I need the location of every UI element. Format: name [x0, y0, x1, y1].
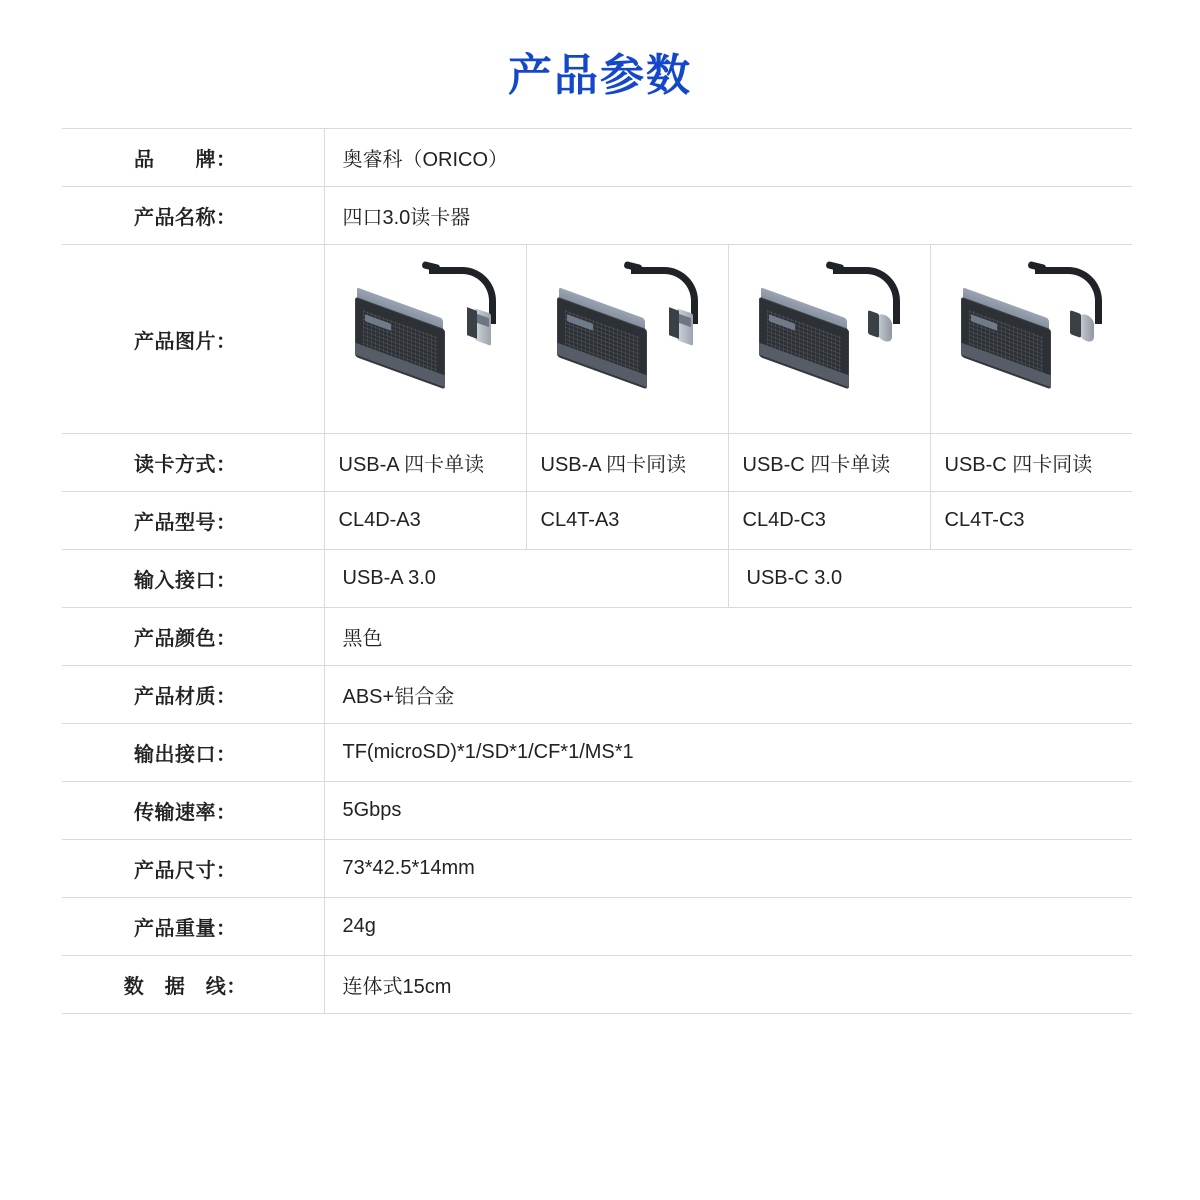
table-row-input-port	[62, 550, 1132, 608]
row-label-product-name: 产品名称：	[62, 187, 324, 245]
table-row-cable	[62, 956, 1132, 1014]
read-mode-value-3: USB-C 四卡单读	[728, 434, 930, 492]
read-mode-value-4: USB-C 四卡同读	[930, 434, 1132, 492]
table-row-size	[62, 840, 1132, 898]
table-row-brand	[62, 129, 1132, 187]
cable-icon	[833, 267, 900, 324]
row-value-size: 73*42.5*14mm	[324, 840, 1132, 898]
row-label-read-mode: 读卡方式：	[62, 434, 324, 492]
usb-a-single-read-device	[325, 259, 525, 419]
model-value-3: CL4D-C3	[728, 492, 930, 550]
row-value-speed: 5Gbps	[324, 782, 1132, 840]
row-label-product-image: 产品图片：	[62, 245, 324, 434]
input-port-value-2: USB-C 3.0	[728, 550, 1132, 608]
product-image-cell-3	[728, 245, 930, 434]
table-row-model	[62, 492, 1132, 550]
usb-a-plug-icon	[677, 308, 693, 346]
row-label-weight: 产品重量：	[62, 898, 324, 956]
model-value-1: CL4D-A3	[324, 492, 526, 550]
row-value-cable: 连体式15cm	[324, 956, 1132, 1014]
row-value-output-port: TF(microSD)*1/SD*1/CF*1/MS*1	[324, 724, 1132, 782]
row-label-size: 产品尺寸：	[62, 840, 324, 898]
usb-a-plug-icon	[475, 308, 491, 346]
table-row-color	[62, 608, 1132, 666]
read-mode-value-2: USB-A 四卡同读	[526, 434, 728, 492]
row-label-output-port: 输出接口：	[62, 724, 324, 782]
row-value-color: 黑色	[324, 608, 1132, 666]
row-value-product-name: 四口3.0读卡器	[324, 187, 1132, 245]
cable-icon	[1035, 267, 1102, 324]
table-row-speed	[62, 782, 1132, 840]
model-value-4: CL4T-C3	[930, 492, 1132, 550]
row-label-material: 产品材质：	[62, 666, 324, 724]
usb-c-multi-read-device	[931, 259, 1131, 419]
table-row-weight	[62, 898, 1132, 956]
table-row-material	[62, 666, 1132, 724]
model-value-2: CL4T-A3	[526, 492, 728, 550]
table-row-product-image	[62, 245, 1132, 434]
read-mode-value-1: USB-A 四卡单读	[324, 434, 526, 492]
page-title: 产品参数	[508, 51, 692, 100]
input-port-value-1: USB-A 3.0	[324, 550, 728, 608]
product-image-cell-4	[930, 245, 1132, 434]
row-label-brand: 品 牌：	[62, 129, 324, 187]
usb-c-single-read-device	[729, 259, 929, 419]
row-label-cable: 数 据 线：	[62, 956, 324, 1014]
table-row-read-mode	[62, 434, 1132, 492]
usb-a-multi-read-device	[527, 259, 727, 419]
table-row-product-name	[62, 187, 1132, 245]
spec-table	[62, 128, 1132, 1014]
row-value-brand: 奥睿科（ORICO）	[324, 129, 1132, 187]
row-value-material: ABS+铝合金	[324, 666, 1132, 724]
row-label-speed: 传输速率：	[62, 782, 324, 840]
table-row-output-port	[62, 724, 1132, 782]
row-value-weight: 24g	[324, 898, 1132, 956]
row-label-color: 产品颜色：	[62, 608, 324, 666]
row-label-input-port: 输入接口：	[62, 550, 324, 608]
product-image-cell-1	[324, 245, 526, 434]
product-image-cell-2	[526, 245, 728, 434]
row-label-model: 产品型号：	[62, 492, 324, 550]
